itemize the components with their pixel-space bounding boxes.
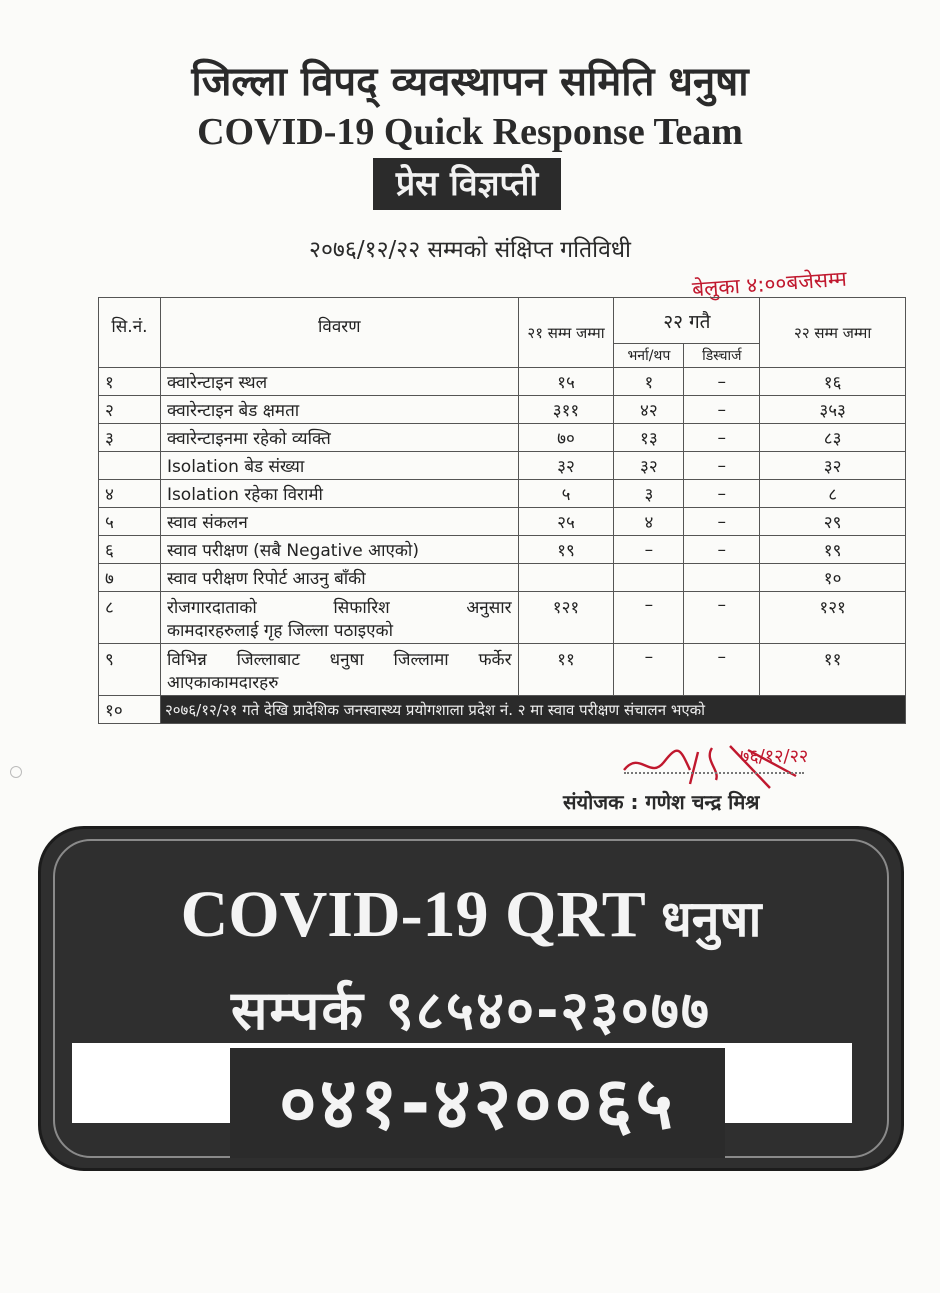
committee-title: जिल्ला विपद् व्यवस्थापन समिति धनुषा <box>191 59 749 105</box>
table-row <box>99 564 906 592</box>
cell-description: Isolation रहेका विरामी <box>160 480 518 508</box>
cell-sn: १ <box>99 368 161 396</box>
table-row <box>99 480 906 508</box>
table-row <box>99 368 906 396</box>
cell-description: क्वारेन्टाइनमा रहेको व्यक्ति <box>160 424 518 452</box>
cell-admit: ३२ <box>614 452 684 480</box>
cell-admit: ३ <box>614 480 684 508</box>
header-description: विवरण <box>160 298 518 368</box>
cell-discharge: – <box>684 424 760 452</box>
coordinator-name: संयोजक : गणेश चन्द्र मिश्र <box>563 790 760 814</box>
description-word: फर्केर <box>478 649 512 670</box>
cell-description: स्वाव संकलन <box>160 508 518 536</box>
cell-admit: १३ <box>614 424 684 452</box>
cell-description: Isolation बेड संख्या <box>160 452 518 480</box>
table-row <box>99 592 906 644</box>
description-word: धनुषा <box>329 649 364 670</box>
description-word: जिल्लाबाट <box>236 649 300 670</box>
cell-upto-21: ११ <box>518 644 614 696</box>
cell-discharge: – <box>684 644 760 696</box>
handwritten-signature <box>620 740 810 790</box>
signature-line <box>624 772 804 774</box>
cell-upto-21: १५ <box>518 368 614 396</box>
punch-hole-mark <box>10 766 22 778</box>
cell-discharge: – <box>684 536 760 564</box>
cell-total: १६ <box>760 368 906 396</box>
cell-sn: ९ <box>99 644 161 696</box>
cell-discharge: – <box>684 592 760 644</box>
banner-title-english: COVID-19 QRT <box>180 878 645 951</box>
table-row <box>99 536 906 564</box>
description-line <box>167 595 512 618</box>
cell-description <box>160 592 518 644</box>
cell-description: स्वाव परीक्षण रिपोर्ट आउनु बाँकी <box>160 564 518 592</box>
cell-admit: ४२ <box>614 396 684 424</box>
header-total-22: २२ सम्म जम्मा <box>760 298 906 368</box>
table-header-row <box>99 298 906 344</box>
cell-admit: ४ <box>614 508 684 536</box>
cell-sn <box>99 452 161 480</box>
header-sn: सि.नं. <box>99 298 161 368</box>
cell-sn: ६ <box>99 536 161 564</box>
cell-admit: १ <box>614 368 684 396</box>
cell-sn: २ <box>99 396 161 424</box>
banner-title <box>41 877 901 953</box>
header-on-22: २२ गतै <box>614 298 760 344</box>
cell-discharge: – <box>684 368 760 396</box>
table-row <box>99 424 906 452</box>
cell-sn: ५ <box>99 508 161 536</box>
handwritten-time-note: बेलुका ४:००बजेसम्म <box>691 266 848 302</box>
table-row <box>99 396 906 424</box>
table-row <box>99 508 906 536</box>
cell-upto-21: ३२ <box>518 452 614 480</box>
cell-sn: ३ <box>99 424 161 452</box>
cell-upto-21 <box>518 564 614 592</box>
table-note-row <box>99 696 906 724</box>
header-upto-21: २१ सम्म जम्मा <box>518 298 614 368</box>
activity-table <box>98 297 906 724</box>
table-row <box>99 452 906 480</box>
cell-discharge: – <box>684 508 760 536</box>
cell-total: ८३ <box>760 424 906 452</box>
signature-date: ७६/१२/२२ <box>740 746 809 767</box>
cell-sn: १० <box>99 696 161 724</box>
cell-sn: ८ <box>99 592 161 644</box>
description-line <box>167 647 512 670</box>
cell-upto-21: २५ <box>518 508 614 536</box>
cell-description: स्वाव परीक्षण (सबै Negative आएको) <box>160 536 518 564</box>
press-release-label: प्रेस विज्ञप्ती <box>373 158 561 210</box>
cell-upto-21: १९ <box>518 536 614 564</box>
cell-discharge: – <box>684 480 760 508</box>
cell-upto-21: १२१ <box>518 592 614 644</box>
description-word: विभिन्न <box>166 649 207 670</box>
cell-admit: – <box>614 644 684 696</box>
cell-total: ३२ <box>760 452 906 480</box>
cell-upto-21: ५ <box>518 480 614 508</box>
banner-title-nepali: धनुषा <box>661 890 762 948</box>
cell-discharge: – <box>684 452 760 480</box>
description-word: सिफारिश <box>333 597 390 618</box>
description-word: रोजगारदाताको <box>166 597 257 618</box>
cell-admit: – <box>614 592 684 644</box>
cell-upto-21: ३११ <box>518 396 614 424</box>
cell-admit: – <box>614 536 684 564</box>
cell-total: ३५३ <box>760 396 906 424</box>
cell-description <box>160 644 518 696</box>
report-subtitle: २०७६/१२/२२ सम्मको संक्षिप्त गतिविधी <box>309 237 631 263</box>
cell-discharge: – <box>684 396 760 424</box>
cell-total: २९ <box>760 508 906 536</box>
header-admit: भर्ना/थप <box>614 344 684 368</box>
cell-total: ८ <box>760 480 906 508</box>
cell-upto-21: ७० <box>518 424 614 452</box>
banner-contact-mobile: सम्पर्क ९८५४०-२३०७७ <box>231 979 711 1042</box>
cell-sn: ४ <box>99 480 161 508</box>
table-row <box>99 644 906 696</box>
cell-total: १९ <box>760 536 906 564</box>
banner-phone-number: ०४१-४२००६५ <box>230 1048 725 1158</box>
team-title: COVID-19 Quick Response Team <box>197 111 743 153</box>
cell-description: क्वारेन्टाइन बेड क्षमता <box>160 396 518 424</box>
description-line: कामदारहरुलाई गृह जिल्ला पठाइएको <box>166 620 393 641</box>
header-discharge: डिस्चार्ज <box>684 344 760 368</box>
cell-admit <box>614 564 684 592</box>
cell-description: क्वारेन्टाइन स्थल <box>160 368 518 396</box>
cell-discharge <box>684 564 760 592</box>
description-word: जिल्लामा <box>393 649 449 670</box>
cell-total: १२१ <box>760 592 906 644</box>
description-line: आएकाकामदारहरु <box>166 672 279 693</box>
cell-total: १० <box>760 564 906 592</box>
description-word: अनुसार <box>466 597 512 618</box>
cell-total: ११ <box>760 644 906 696</box>
lab-note: २०७६/१२/२१ गते देखि प्रादेशिक जनस्वास्थ्य प्रयोगशाला प्रदेश नं. २ मा स्वाव परीक्षण संचालन भएको <box>160 696 905 724</box>
cell-sn: ७ <box>99 564 161 592</box>
